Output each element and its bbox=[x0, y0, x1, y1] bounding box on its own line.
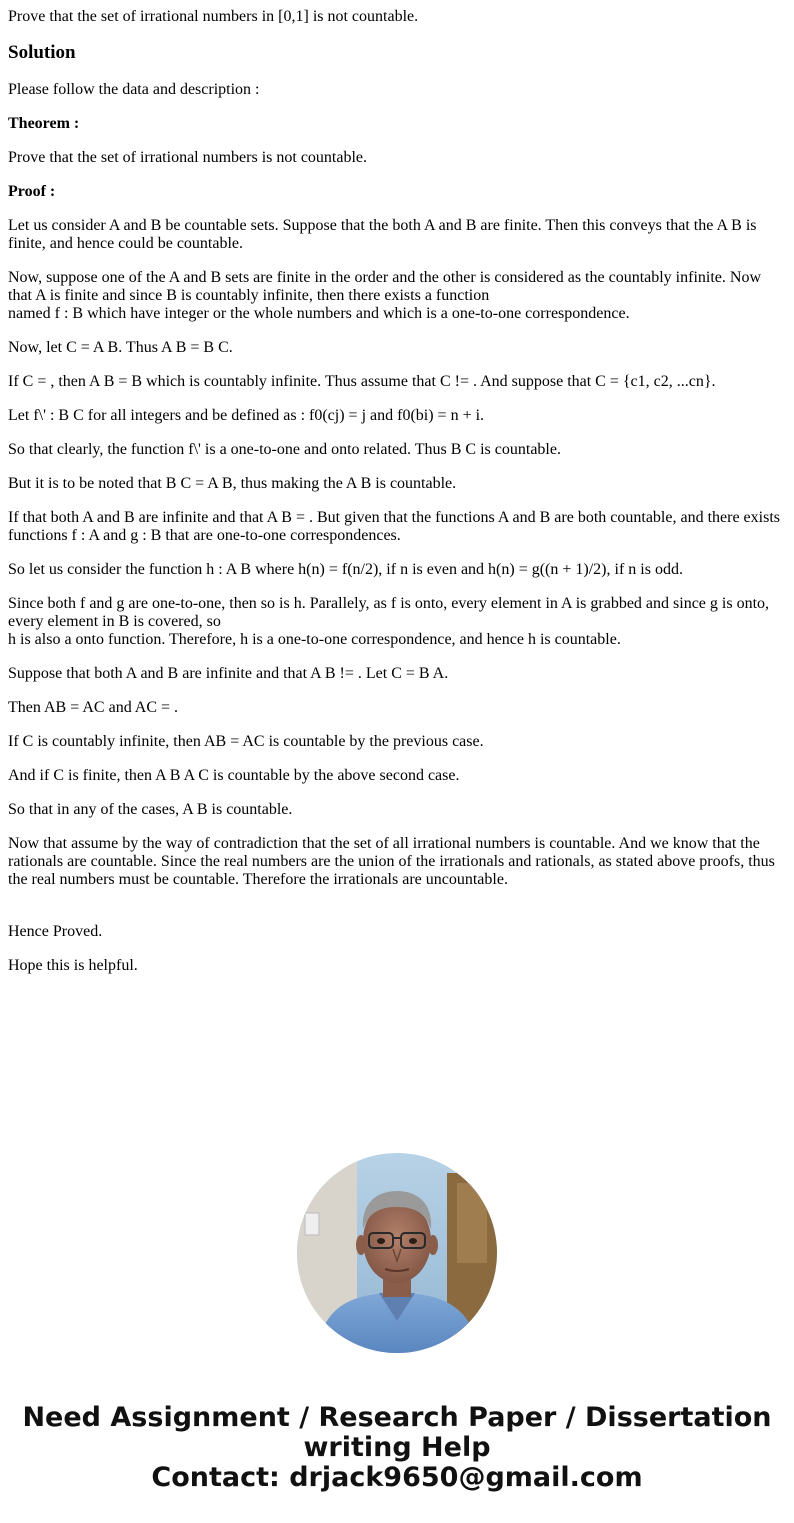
document-body bbox=[8, 8, 786, 991]
proof-paragraph-11: Suppose that both A and B are infinite and that A B != . Let C = B A. bbox=[8, 665, 449, 682]
proof-paragraph-9: So let us consider the function h : A B where h(n) = f(n/2), if n is even and h(n) = g((n + 1)/2), if n is odd. bbox=[8, 561, 683, 578]
proof-paragraph-2 bbox=[8, 269, 786, 323]
proof-paragraph-2b: named f : B which have integer or the whole numbers and which is a one-to-one correspondence. bbox=[8, 305, 630, 322]
proof-paragraph-5: Let f\' : B C for all integers and be defined as : f0(cj) = j and f0(bi) = n + i. bbox=[8, 407, 485, 424]
proof-paragraph-8: If that both A and B are infinite and that A B = . But given that the functions A and B are both countable, and there exists functions f : A and g : B that are one-to-one correspondences. bbox=[8, 509, 780, 544]
proof-paragraph-4: If C = , then A B = B which is countably infinite. Thus assume that C != . And suppose that C = {c1, c2, ...cn}. bbox=[8, 373, 716, 390]
proof-label: Proof : bbox=[8, 183, 56, 200]
spacer bbox=[8, 905, 786, 923]
proof-paragraph-14: And if C is finite, then A B A C is countable by the above second case. bbox=[8, 767, 460, 784]
solution-heading: Solution bbox=[8, 42, 76, 63]
proof-paragraph-15: So that in any of the cases, A B is countable. bbox=[8, 801, 293, 818]
proof-paragraph-1: Let us consider A and B be countable sets. Suppose that the both A and B are finite. Then this conveys that the A B is finite, and hence could be countable. bbox=[8, 217, 757, 252]
proof-paragraph-3: Now, let C = A B. Thus A B = B C. bbox=[8, 339, 233, 356]
proof-paragraph-6: So that clearly, the function f\' is a one-to-one and onto related. Thus B C is countable. bbox=[8, 441, 561, 458]
theorem-label: Theorem : bbox=[8, 115, 80, 132]
question-text: Prove that the set of irrational numbers in [0,1] is not countable. bbox=[8, 8, 419, 25]
proof-paragraph-10 bbox=[8, 595, 786, 649]
promo-footer bbox=[0, 1403, 794, 1493]
proof-paragraph-2a: Now, suppose one of the A and B sets are finite in the order and the other is considered as the countably infinite. Now that A is finite and since B is countably infinite, then there exists a function bbox=[8, 269, 761, 304]
proof-paragraph-7: But it is to be noted that B C = A B, thus making the A B is countable. bbox=[8, 475, 457, 492]
proof-paragraph-12: Then AB = AC and AC = . bbox=[8, 699, 179, 716]
author-avatar bbox=[297, 1153, 497, 1353]
proof-paragraph-10a: Since both f and g are one-to-one, then so is h. Parallely, as f is onto, every element in A is grabbed and since g is onto, every element in B is covered, so bbox=[8, 595, 770, 630]
intro-paragraph: Please follow the data and description : bbox=[8, 81, 260, 98]
proof-paragraph-16: Now that assume by the way of contradiction that the set of all irrational numbers is countable. And we know that the rationals are countable. Since the real numbers are the union of the irrationals and rationals, as stated above proofs, thus the real numbers must be countable. Therefore the irrationals are uncountable. bbox=[8, 835, 775, 888]
proof-paragraph-10b: h is also a onto function. Therefore, h is a one-to-one correspondence, and hence h is countable. bbox=[8, 631, 621, 648]
closing-paragraph: Hence Proved. bbox=[8, 923, 103, 940]
theorem-paragraph: Prove that the set of irrational numbers is not countable. bbox=[8, 149, 368, 166]
avatar-portrait-image bbox=[297, 1153, 497, 1353]
proof-paragraph-13: If C is countably infinite, then AB = AC is countable by the previous case. bbox=[8, 733, 484, 750]
footer-line-2: writing Help bbox=[303, 1432, 491, 1463]
footer-contact: Contact: drjack9650@gmail.com bbox=[151, 1462, 643, 1493]
hope-paragraph: Hope this is helpful. bbox=[8, 957, 138, 974]
footer-line-1: Need Assignment / Research Paper / Dissertation bbox=[22, 1402, 772, 1433]
